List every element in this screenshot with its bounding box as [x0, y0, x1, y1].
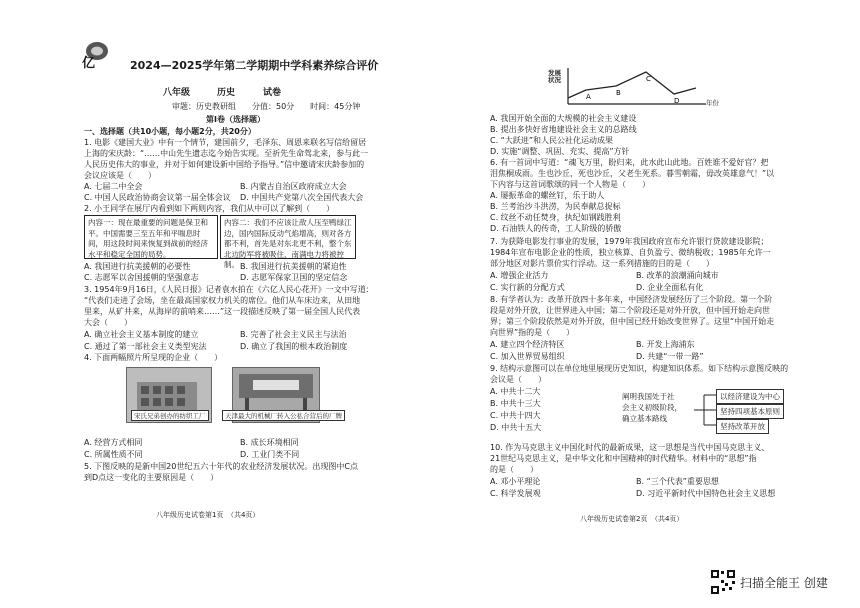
chart-ylabel: 发展状况 — [548, 69, 561, 84]
q10-line: 10. 作为马克思主义中国化时代的最新成果，这一思想是当代中国马克思主义、 — [490, 443, 770, 452]
footer-right: 八年级历史试卷第2页 （共4页） — [580, 515, 684, 523]
qr-code-icon — [710, 569, 736, 595]
q5-option-b: B. 提出多快好省地建设社会主义的总路线 — [490, 125, 637, 134]
q4-option-c: C. 所属性质不同 — [84, 450, 143, 459]
diagram-box-1: 以经济建设为中心 — [716, 389, 784, 404]
q9-option-b: B. 中共十三大 — [490, 399, 541, 408]
q1-option-c: C. 中国人民政治协商会议第一届全体会议 — [84, 193, 231, 202]
scanner-watermark: 扫描全能王 创建 — [740, 576, 828, 590]
q8-option-a: A. 建立四个经济特区 — [490, 340, 565, 349]
q6-option-d: D. 石油铁人的传奇，工人阶级的骄傲 — [490, 224, 622, 233]
q3-option-d: D. 确立了我国的根本政治制度 — [240, 342, 348, 351]
q7-option-b: B. 改革的浪潮涌向城市 — [636, 271, 719, 280]
q1-line: 会议应该是（ ） — [84, 171, 156, 180]
q9-option-d: D. 中共十五大 — [490, 423, 542, 432]
q3-option-c: C. 通过了第一部社会主义类型宪法 — [84, 342, 207, 351]
q9-line: 会议是（ ） — [490, 375, 546, 384]
q3-line: 3. 1954年9月16日，《人民日报》记者袁水拍在《六亿人民心花开》一文中写道： — [84, 285, 374, 294]
q1-option-d: D. 中国共产党第八次全国代表大会 — [240, 193, 364, 202]
header-logo-text: 亿 — [82, 56, 96, 71]
q6-line: 泪焦桐成雨。生也沙丘，死也沙丘，父老生死系。暮雪朝霜，毋改英雄意气！”以 — [490, 169, 775, 178]
q4-option-b: B. 成长环境相同 — [240, 438, 299, 447]
diagram-left-line: 确立基本路线 — [622, 414, 667, 423]
q2-option-c: C. 志愿军以舍国援朝的坚强意志 — [84, 273, 199, 282]
q8-option-b: B. 开发上海浦东 — [636, 340, 695, 349]
volume-label: 第Ⅰ卷（选择题） — [206, 115, 265, 124]
q3-line: 大会（ ） — [84, 318, 132, 327]
q6-option-b: B. 兰考治沙斗洪涝，为民奉献总捉标 — [490, 202, 621, 211]
q3-line: “代表们走进了会场，坐在最高国家权力机关的席位。他们从车床边来，从田地 — [84, 296, 361, 305]
q3-line: 里来，从矿井来，从海岸的前哨来……”这一段描述反映了第一届全国人民代表 — [84, 307, 361, 316]
photo-2-caption: 天津最大的机械厂转入公私合营后的厂牌 — [222, 410, 345, 421]
section-heading: 一、选择题（共10小题，每小题2分，共20分） — [84, 127, 256, 136]
subject-label: 历史 — [217, 88, 236, 98]
q6-option-c: C. 纹丝不动任焚身，执纪如钢践胜利 — [490, 213, 621, 222]
q8-option-c: C. 加入世界贸易组织 — [490, 352, 565, 361]
exam-meta: 审题：历史教研组 分值：50分 时间：45分钟 — [172, 102, 361, 111]
q2-content-box-2: 内容二：我们不应该让敌人压至鸭绿江边，国内国际反动气焰增高，则对各方都不利，首先是对东北更不利，整个东北边防军将被吸住，南满电力将被控制。 — [220, 215, 356, 259]
q9-line: 9. 结构示意图可以在单位地里展现历史知识，构建知识体系。如下结构示意图反映的 — [490, 364, 789, 373]
q4-stem: 4. 下面两幅照片所呈现的企业（ ） — [84, 353, 223, 362]
q6-line: 下内容与这首词歌颂的同一个人物是（ ） — [490, 180, 650, 189]
chart-point-label: A — [586, 93, 591, 101]
q4-option-d: D. 工业门类不同 — [240, 450, 300, 459]
q8-line: 8. 有学者认为：改革开放四十多年来，中国经济发展经历了三个阶段。第一个阶 — [490, 295, 773, 304]
exam-title: 2024—2025学年第二学期期中学科素养综合评价 — [130, 59, 379, 72]
q2-option-a: A. 我国进行抗美援朝的必要性 — [84, 262, 191, 271]
q5-line: 5. 下图反映的是新中国20世纪五六十年代的农业经济发展状况。出现图中C点 — [84, 462, 358, 471]
q3-option-b: B. 完善了社会主义民主与法治 — [240, 330, 347, 339]
q10-option-c: C. 科学发展观 — [490, 489, 541, 498]
diagram-left-line: 阐明我国处于社 — [622, 392, 675, 401]
q9-option-a: A. 中共十二大 — [490, 387, 541, 396]
chart-point-label: B — [616, 89, 621, 97]
q8-line: 界；第三个阶段依然是对外开放，但中国已经开始改变世界了。这里“中国开始走 — [490, 317, 775, 326]
q7-line: 1984年宣布电影企业的性质，独立核算、自负盈亏、微纳税收；1985年允许一 — [490, 248, 771, 257]
q9-option-c: C. 中共十四大 — [490, 411, 541, 420]
chart-point-label: C — [646, 75, 651, 83]
q5-option-d: D. 实施“调整、巩固、充实、提高”方针 — [490, 147, 630, 156]
q7-option-a: A. 增强企业活力 — [490, 271, 549, 280]
q2-content-box-1: 内容一：现在最重要的问题是保卫和平。中国需要三至五年和平喘息时间，用这段时间来恢复到战前的经济水平和稳定全国的局势。 — [84, 215, 218, 259]
q6-option-a: A. 屡振革命的螺丝钉，乐于助人 — [490, 191, 605, 200]
grade-label: 八年级 — [163, 88, 191, 98]
q3-option-a: A. 确立社会主义基本制度的建立 — [84, 330, 199, 339]
photo-1-caption: 宋氏兄弟创办的纺织工厂 — [131, 410, 209, 421]
q8-option-d: D. 共建“一带一路” — [636, 352, 704, 361]
q7-option-c: C. 实行新的分配方式 — [490, 283, 565, 292]
chart-xlabel: 年份 — [706, 99, 719, 107]
q1-line: 人民历史伟大的事业，并对于如何建设新中国给予指导。”信中邀请宋庆龄参加的 — [84, 160, 365, 169]
diagram-box-2: 坚持四项基本原则 — [716, 404, 784, 419]
q8-line: 向世界”指的是（ ） — [490, 328, 575, 337]
q10-option-d: D. 习近平新时代中国特色社会主义思想 — [636, 489, 776, 498]
footer-left: 八年级历史试卷第1页 （共4页） — [156, 511, 260, 519]
q10-line: 的是（ ） — [490, 465, 538, 474]
q10-option-b: B. “三个代表”重要思想 — [636, 477, 719, 486]
q5-line: 到D点这一变化的主要原因是（ ） — [84, 473, 219, 482]
q1-line: 上海的宋庆龄：“……中山先生遗志迄今始告实现。至祈先生命驾北来，参与此一 — [84, 149, 369, 158]
q7-line: 7. 为获降电影发行事业的发展，1979年我国政府宣布允许银行贷款建设影院； — [490, 237, 769, 246]
paper-label: 试卷 — [263, 88, 282, 98]
q8-line: 段是对外开放，让世界进入中国；第二个阶段还是对外开放，但中国开始走向世 — [490, 306, 770, 315]
right-page — [430, 0, 860, 608]
agri-trend-chart — [546, 64, 726, 110]
q6-line: 6. 有一首词中写道：“魂飞万里，盼归来，此水此山此地。百姓谁不爱好官？把 — [490, 158, 769, 167]
q2-option-b: B. 我国进行抗美援朝的紧迫性 — [240, 262, 347, 271]
q1-line: 1. 电影《建国大业》中有一个情节，建国前夕，毛泽东、周恩来联名写信给留居 — [84, 138, 367, 147]
q2-option-d: D. 志愿军保家卫国的坚定信念 — [240, 273, 348, 282]
q10-option-a: A. 邓小平理论 — [490, 477, 541, 486]
q1-option-a: A. 七届二中全会 — [84, 182, 143, 191]
q2-stem: 2. 小王同学在展厅内看到如下两则内容，我们从中可以了解到（ ） — [84, 204, 335, 213]
q5-option-c: C. “大跃进”和人民公社化运动成果 — [490, 136, 613, 145]
q7-line: 部分地区对影片票价实行浮动。这一系列措施的目的是（ ） — [490, 259, 714, 268]
q1-option-b: B. 内蒙古自治区政府成立大会 — [240, 182, 347, 191]
diagram-left-line: 会主义初级阶段， — [622, 403, 682, 412]
chart-point-label: D — [674, 97, 680, 105]
q10-line: 21世纪马克思主义，是中华文化和中国精神的时代精华。材料中的“思想”指 — [490, 454, 757, 463]
q4-option-a: A. 经营方式相同 — [84, 438, 143, 447]
q7-option-d: D. 企业全面私有化 — [636, 283, 704, 292]
q5-option-a: A. 我国开始全面的大规模的社会主义建设 — [490, 114, 637, 123]
diagram-box-3: 坚持改革开放 — [716, 419, 769, 434]
